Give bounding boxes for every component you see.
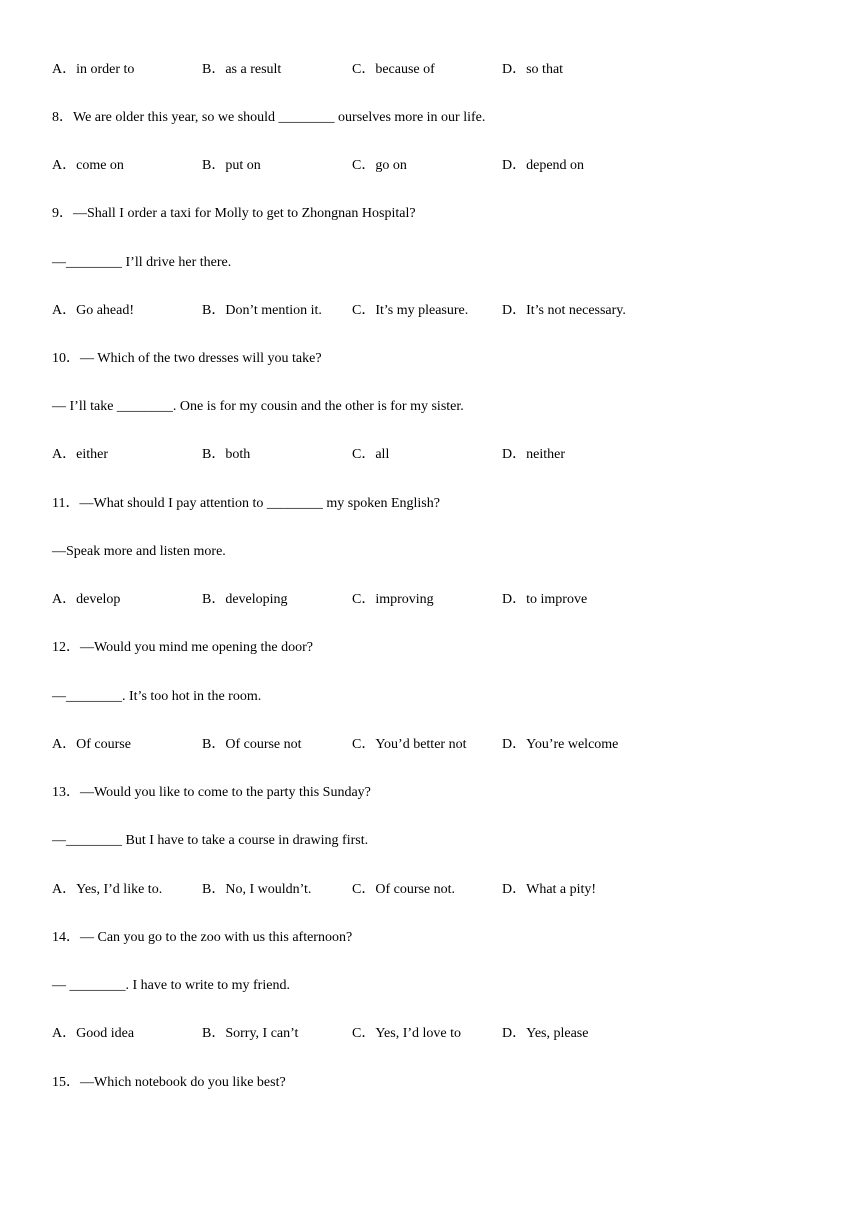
q7-option-a: A．in order to bbox=[52, 62, 135, 77]
q12-option-d: D．You’re welcome bbox=[502, 737, 619, 752]
q12-response: —________. It’s too hot in the room. bbox=[52, 689, 262, 704]
q12-option-a: A．Of course bbox=[52, 737, 131, 752]
q8-option-a: A．come on bbox=[52, 158, 124, 173]
q11-option-a: A．develop bbox=[52, 592, 121, 607]
q10-options bbox=[52, 446, 812, 464]
q9-option-b: B．Don’t mention it. bbox=[202, 303, 322, 318]
q15-stem: 15．—Which notebook do you like best? bbox=[52, 1075, 286, 1090]
q10-option-d: D．neither bbox=[502, 447, 565, 462]
q7-options bbox=[52, 61, 812, 79]
q14-stem: 14．— Can you go to the zoo with us this afternoon? bbox=[52, 930, 353, 945]
q13-option-d: D．What a pity! bbox=[502, 882, 597, 897]
q9-option-d: D．It’s not necessary. bbox=[502, 303, 626, 318]
q13-option-a: A．Yes, I’d like to. bbox=[52, 882, 163, 897]
q14-options bbox=[52, 1025, 812, 1043]
q11-option-d: D．to improve bbox=[502, 592, 588, 607]
q12-option-b: B．Of course not bbox=[202, 737, 302, 752]
q14-option-c: C．Yes, I’d love to bbox=[352, 1026, 462, 1041]
q14-option-d: D．Yes, please bbox=[502, 1026, 589, 1041]
q12-options bbox=[52, 736, 812, 754]
q10-response: — I’ll take ________. One is for my cousin and the other is for my sister. bbox=[52, 399, 464, 414]
q10-option-a: A．either bbox=[52, 447, 108, 462]
q13-options bbox=[52, 881, 812, 899]
q14-response: — ________. I have to write to my friend. bbox=[52, 978, 290, 993]
q7-option-b: B．as a result bbox=[202, 62, 282, 77]
q8-option-d: D．depend on bbox=[502, 158, 585, 173]
q10-stem: 10．— Which of the two dresses will you take? bbox=[52, 351, 322, 366]
q9-options bbox=[52, 302, 812, 320]
q8-option-c: C．go on bbox=[352, 158, 407, 173]
q9-stem: 9．—Shall I order a taxi for Molly to get to Zhongnan Hospital? bbox=[52, 206, 416, 221]
q8-stem: 8．We are older this year, so we should ________ ourselves more in our life. bbox=[52, 110, 486, 125]
q7-option-c: C．because of bbox=[352, 62, 435, 77]
q13-response: —________ But I have to take a course in drawing first. bbox=[52, 833, 369, 848]
q11-option-b: B．developing bbox=[202, 592, 288, 607]
q13-option-c: C．Of course not. bbox=[352, 882, 456, 897]
q12-stem: 12．—Would you mind me opening the door? bbox=[52, 640, 313, 655]
q10-option-c: C．all bbox=[352, 447, 390, 462]
q11-stem: 11．—What should I pay attention to ________ my spoken English? bbox=[52, 496, 440, 511]
q7-option-d: D．so that bbox=[502, 62, 564, 77]
q14-option-b: B．Sorry, I can’t bbox=[202, 1026, 299, 1041]
q14-option-a: A．Good idea bbox=[52, 1026, 135, 1041]
q9-option-a: A．Go ahead! bbox=[52, 303, 135, 318]
q8-options bbox=[52, 157, 812, 175]
q13-stem: 13．—Would you like to come to the party this Sunday? bbox=[52, 785, 371, 800]
q11-response: —Speak more and listen more. bbox=[52, 544, 226, 559]
q10-option-b: B．both bbox=[202, 447, 251, 462]
q8-option-b: B．put on bbox=[202, 158, 261, 173]
q9-response: —________ I’ll drive her there. bbox=[52, 255, 232, 270]
q11-option-c: C．improving bbox=[352, 592, 434, 607]
q13-option-b: B．No, I wouldn’t. bbox=[202, 882, 312, 897]
q12-option-c: C．You’d better not bbox=[352, 737, 467, 752]
q11-options bbox=[52, 591, 812, 609]
q9-option-c: C．It’s my pleasure. bbox=[352, 303, 469, 318]
